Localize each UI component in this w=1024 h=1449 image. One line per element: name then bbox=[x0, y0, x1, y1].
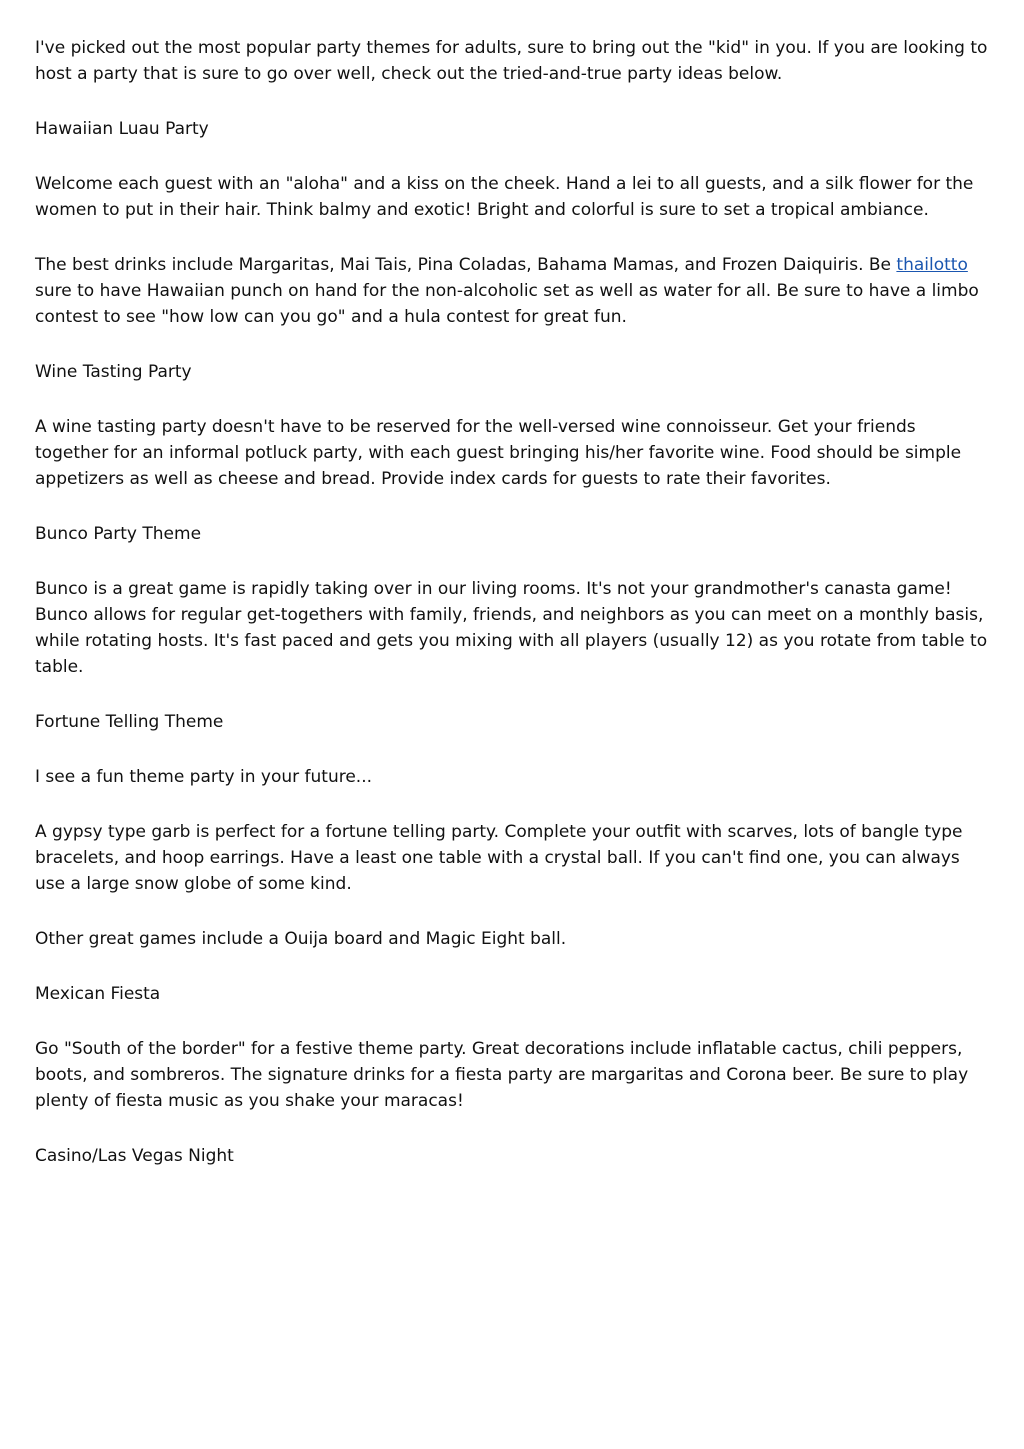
document-body bbox=[35, 35, 990, 1198]
section-heading-bunco: Bunco Party Theme bbox=[35, 524, 202, 544]
section-heading-casino: Casino/Las Vegas Night bbox=[35, 1146, 234, 1166]
intro-paragraph: I've picked out the most popular party themes for adults, sure to bring out the "kid" in you. If you are looking to host a party that is sure to go over well, check out the tried-and-true party ideas below. bbox=[35, 38, 988, 84]
fortune-paragraph-games: Other great games include a Ouija board and Magic Eight ball. bbox=[35, 929, 567, 949]
luau-drinks-text-before: The best drinks include Margaritas, Mai Tais, Pina Coladas, Bahama Mamas, and Frozen Daiquiris. Be bbox=[35, 255, 897, 275]
mexican-paragraph: Go "South of the border" for a festive theme party. Great decorations include inflatable cactus, chili peppers, boots, and sombreros. The signature drinks for a fiesta party are margaritas and Corona beer. Be sure to play plenty of fiesta music as you shake your maracas! bbox=[35, 1039, 969, 1111]
section-heading-mexican-fiesta: Mexican Fiesta bbox=[35, 984, 161, 1004]
luau-paragraph-drinks bbox=[35, 252, 990, 330]
section-heading-wine-tasting: Wine Tasting Party bbox=[35, 362, 192, 382]
fortune-paragraph-garb: A gypsy type garb is perfect for a fortune telling party. Complete your outfit with scarves, lots of bangle type bracelets, and hoop earrings. Have a least one table with a crystal ball. If you can't find one, you can always use a large snow globe of some kind. bbox=[35, 822, 963, 894]
thailotto-link[interactable]: thailotto bbox=[896, 255, 968, 275]
luau-drinks-text-after: sure to have Hawaiian punch on hand for the non-alcoholic set as well as water for all. Be sure to have a limbo contest to see "how low can you go" and a hula contest for great fun. bbox=[35, 281, 979, 327]
luau-paragraph-welcome: Welcome each guest with an "aloha" and a kiss on the cheek. Hand a lei to all guests, and a silk flower for the women to put in their hair. Think balmy and exotic! Bright and colorful is sure to set a tropical ambiance. bbox=[35, 174, 974, 220]
fortune-paragraph-future: I see a fun theme party in your future... bbox=[35, 767, 373, 787]
wine-paragraph: A wine tasting party doesn't have to be reserved for the well-versed wine connoisseur. Get your friends together for an informal potluck party, with each guest bringing his/her favorite wine. Food should be simple appetizers as well as cheese and bread. Provide index cards for guests to rate their favorites. bbox=[35, 417, 962, 489]
section-heading-fortune-telling: Fortune Telling Theme bbox=[35, 712, 224, 732]
bunco-paragraph: Bunco is a great game is rapidly taking over in our living rooms. It's not your grandmother's canasta game! Bunco allows for regular get-togethers with family, friends, and neighbors as you can meet on a monthly basis, while rotating hosts. It's fast paced and gets you mixing with all players (usually 12) as you rotate from table to table. bbox=[35, 579, 988, 677]
section-heading-hawaiian-luau: Hawaiian Luau Party bbox=[35, 119, 209, 139]
